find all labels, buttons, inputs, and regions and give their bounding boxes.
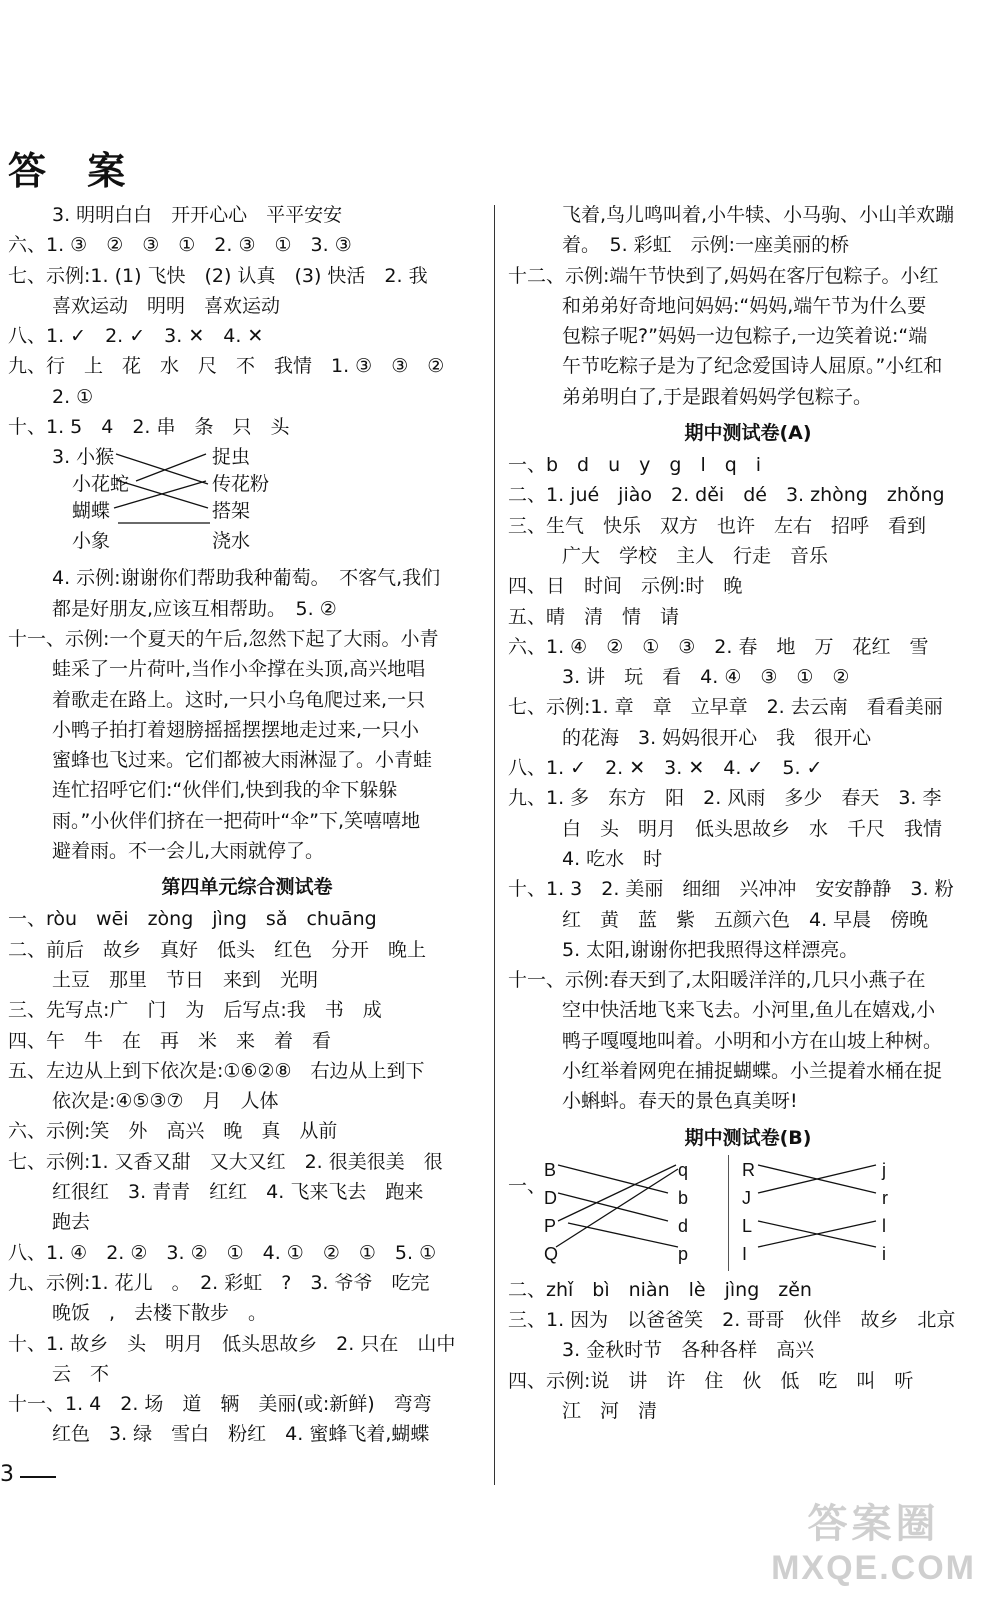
answer-line: 十、1. 5 4 2. 串 条 只 头	[8, 416, 290, 439]
answer-line: 八、1. ④ 2. ② 3. ② ① 4. ① ② ① 5. ①	[8, 1241, 437, 1264]
answer-line: 小蝌蚪。春天的景色真美呀!	[562, 1090, 798, 1113]
answer-line: 包粽子呢?”妈妈一边包粽子,一边笑着说:“端	[562, 325, 928, 348]
match-left-item: 3. 小猴	[52, 446, 115, 469]
watermark-line1: 答案圈	[807, 1502, 940, 1546]
answer-line: 广大 学校 主人 行走 音乐	[562, 544, 829, 567]
answer-line: 午节吃粽子是为了纪念爱国诗人屈原。”小红和	[562, 355, 943, 378]
answer-line: 小红举着网兜在捕捉蝴蝶。小兰提着水桶在捉	[562, 1060, 943, 1083]
answer-line: 十二、示例:端午节快到了,妈妈在客厅包粽子。小红	[508, 264, 939, 287]
answer-line: 空中快活地飞来飞去。小河里,鱼儿在嬉戏,小	[562, 999, 936, 1022]
answer-line: 4. 吃水 时	[562, 847, 663, 870]
letter-item: R	[742, 1159, 755, 1180]
letter-item: J	[742, 1187, 751, 1208]
answer-line: 连忙招呼它们:“伙伴们,快到我的伞下躲躲	[52, 779, 398, 802]
answer-line: 十、1. 故乡 头 明月 低头思故乡 2. 只在 山中	[8, 1332, 456, 1355]
section-heading: 期中测试卷(A)	[684, 422, 812, 445]
answer-line: 3. 讲 玩 看 4. ④ ③ ① ②	[562, 666, 850, 689]
answer-line: 红很红 3. 青青 红红 4. 飞来飞去 跑来	[52, 1181, 424, 1204]
section-heading: 第四单元综合测试卷	[161, 876, 333, 899]
answer-line: 十一、示例:春天到了,太阳暖洋洋的,几只小燕子在	[508, 969, 926, 992]
watermark-line2: MXQE.COM	[771, 1549, 976, 1587]
page-number: 3	[0, 1462, 14, 1487]
page-title: 答 案	[8, 149, 140, 193]
answer-line: 都是好朋友,应该互相帮助。 5. ②	[52, 597, 337, 620]
letter-item: l	[882, 1215, 886, 1236]
answer-line: 一、b d u y g l q i	[508, 454, 762, 477]
letter-item: p	[678, 1243, 689, 1264]
answer-line: 蜜蜂也飞过来。它们都被大雨淋湿了。小青蛙	[52, 749, 433, 772]
column-divider	[494, 205, 495, 1485]
answer-line: 七、示例:1. (1) 飞快 (2) 认真 (3) 快活 2. 我	[8, 264, 428, 287]
match-left-item: 小花蛇	[72, 473, 130, 496]
answer-line: 八、1. ✓ 2. ✓ 3. ✕ 4. ✕	[8, 325, 264, 348]
answer-line: 2. ①	[52, 385, 94, 408]
answer-line: 3. 金秋时节 各种各样 高兴	[562, 1339, 815, 1362]
page-number-dash	[20, 1476, 56, 1478]
answer-line: 5. 太阳,谢谢你把我照得这样漂亮。	[562, 938, 859, 961]
letter-item: b	[678, 1187, 689, 1208]
answer-line: 跑去	[52, 1211, 91, 1234]
match-right-item: 传花粉	[212, 473, 270, 496]
answer-line: 一、ròu wēi zòng jìng sǎ chuāng	[8, 908, 377, 931]
answer-line: 三、1. 因为 以爸爸笑 2. 哥哥 伙伴 故乡 北京	[508, 1308, 956, 1331]
answer-line: 雨。”小伙伴们挤在一把荷叶“伞”下,笑嘻嘻地	[52, 809, 421, 832]
answer-line: 七、示例:1. 章 章 立早章 2. 去云南 看看美丽	[508, 696, 943, 719]
answer-line: 四、示例:说 讲 许 住 伙 低 吃 叫 听	[508, 1369, 914, 1392]
answer-line: 晚饭 , 去楼下散步 。	[52, 1302, 268, 1325]
section-heading: 期中测试卷(B)	[684, 1126, 812, 1149]
answer-line: 小鸭子拍打着翅膀摇摇摆摆地走过来,一只小	[52, 718, 420, 741]
letter-item: I	[742, 1243, 748, 1264]
answer-line: 和弟弟好奇地问妈妈:“妈妈,端午节为什么要	[562, 294, 927, 317]
match-right-item: 浇水	[212, 530, 251, 553]
answer-line: 的花海 3. 妈妈很开心 我 很开心	[562, 726, 872, 749]
letter-item: d	[678, 1215, 689, 1236]
right-column	[508, 200, 988, 1426]
answer-line: 六、1. ③ ② ③ ① 2. ③ ① 3. ③	[8, 234, 352, 257]
letter-matching-exercise	[508, 1155, 988, 1275]
answer-line: 二、zhǐ bì niàn lè jìng zěn	[508, 1278, 812, 1301]
match-left-item: 蝴蝶	[72, 500, 111, 523]
answer-line: 着歌走在路上。这时,一只小乌龟爬过来,一只	[52, 688, 426, 711]
answer-line: 十一、示例:一个夏天的午后,忽然下起了大雨。小青	[8, 627, 439, 650]
answer-line: 弟弟明白了,于是跟着妈妈学包粽子。	[562, 385, 873, 408]
letter-item: j	[882, 1159, 886, 1180]
answer-line: 十一、1. 4 2. 场 道 辆 美丽(或:新鲜) 弯弯	[8, 1393, 432, 1416]
answer-line: 红色 3. 绿 雪白 粉红 4. 蜜蜂飞着,蝴蝶	[52, 1423, 430, 1446]
answer-line: 五、晴 清 情 请	[508, 605, 680, 628]
answer-line: 二、1. jué jiào 2. děi dé 3. zhòng zhǒng	[508, 484, 945, 507]
matching-line-straight	[118, 521, 238, 525]
answer-line: 九、1. 多 东方 阳 2. 风雨 多少 春天 3. 李	[508, 787, 942, 810]
answer-line: 3. 明明白白 开开心心 平平安安	[52, 204, 343, 226]
letter-item: B	[544, 1159, 557, 1180]
matching-exercise	[8, 442, 486, 553]
answer-line: 五、左边从上到下依次是:①⑥②⑧ 右边从上到下	[8, 1059, 425, 1082]
answer-line: 云 不	[52, 1362, 110, 1385]
letter-item: i	[882, 1243, 886, 1264]
answer-line: 三、生气 快乐 双方 也许 左右 招呼 看到	[508, 514, 927, 537]
answer-line: 四、午 牛 在 再 米 来 着 看	[8, 1029, 332, 1052]
answer-line: 蛙采了一片荷叶,当作小伞撑在头顶,高兴地唱	[52, 658, 426, 681]
answer-line: 着。 5. 彩虹 示例:一座美丽的桥	[562, 234, 850, 257]
letter-item: r	[882, 1187, 888, 1208]
letter-item: q	[678, 1159, 689, 1180]
answer-line: 九、行 上 花 水 尺 不 我情 1. ③ ③ ②	[8, 355, 445, 378]
answer-line: 喜欢运动 明明 喜欢运动	[52, 294, 281, 317]
answer-line: 六、1. ④ ② ① ③ 2. 春 地 万 花红 雪	[508, 635, 929, 658]
answer-line: 江 河 清	[562, 1399, 658, 1422]
answer-line: 红 黄 蓝 紫 五颜六色 4. 早晨 傍晚	[562, 908, 929, 931]
answer-line: 二、前后 故乡 真好 低头 红色 分开 晚上	[8, 938, 427, 961]
answer-line: 白 头 明月 低头思故乡 水 千尺 我情	[562, 817, 943, 840]
answer-line: 飞着,鸟儿鸣叫着,小牛犊、小马驹、小山羊欢蹦	[562, 204, 955, 226]
answer-line: 土豆 那里 节日 来到 光明	[52, 968, 319, 991]
watermark-logo	[771, 1492, 976, 1588]
answer-line: 九、示例:1. 花儿 。 2. 彩虹 ? 3. 爷爷 吃完	[8, 1271, 430, 1294]
answer-line: 六、示例:笑 外 高兴 晚 真 从前	[8, 1120, 338, 1143]
letter-item: D	[544, 1187, 557, 1208]
answer-line: 八、1. ✓ 2. ✕ 3. ✕ 4. ✓ 5. ✓	[508, 757, 823, 780]
answer-line: 四、日 时间 示例:时 晚	[508, 575, 743, 598]
matching-divider	[728, 1155, 729, 1271]
question-number: 一、	[508, 1174, 547, 1197]
answer-line: 十、1. 3 2. 美丽 细细 兴冲冲 安安静静 3. 粉	[508, 878, 954, 901]
letter-item: P	[544, 1215, 557, 1236]
letter-item: Q	[544, 1243, 559, 1264]
answer-line: 4. 示例:谢谢你们帮助我种葡萄。 不客气,我们	[52, 567, 441, 590]
left-column	[8, 200, 486, 1450]
answer-line: 三、先写点:广 门 为 后写点:我 书 成	[8, 999, 382, 1022]
letter-item: L	[742, 1215, 753, 1236]
match-left-item: 小象	[72, 530, 111, 553]
match-right-item: 搭架	[212, 500, 251, 523]
answer-line: 七、示例:1. 又香又甜 又大又红 2. 很美很美 很	[8, 1150, 443, 1173]
answer-line: 鸭子嘎嘎地叫着。小明和小方在山坡上种树。	[562, 1029, 943, 1052]
match-right-item: 捉虫	[212, 446, 251, 469]
answer-line: 依次是:④⑤③⑦ 月 人体	[52, 1090, 279, 1113]
answer-line: 避着雨。不一会儿,大雨就停了。	[52, 840, 325, 863]
